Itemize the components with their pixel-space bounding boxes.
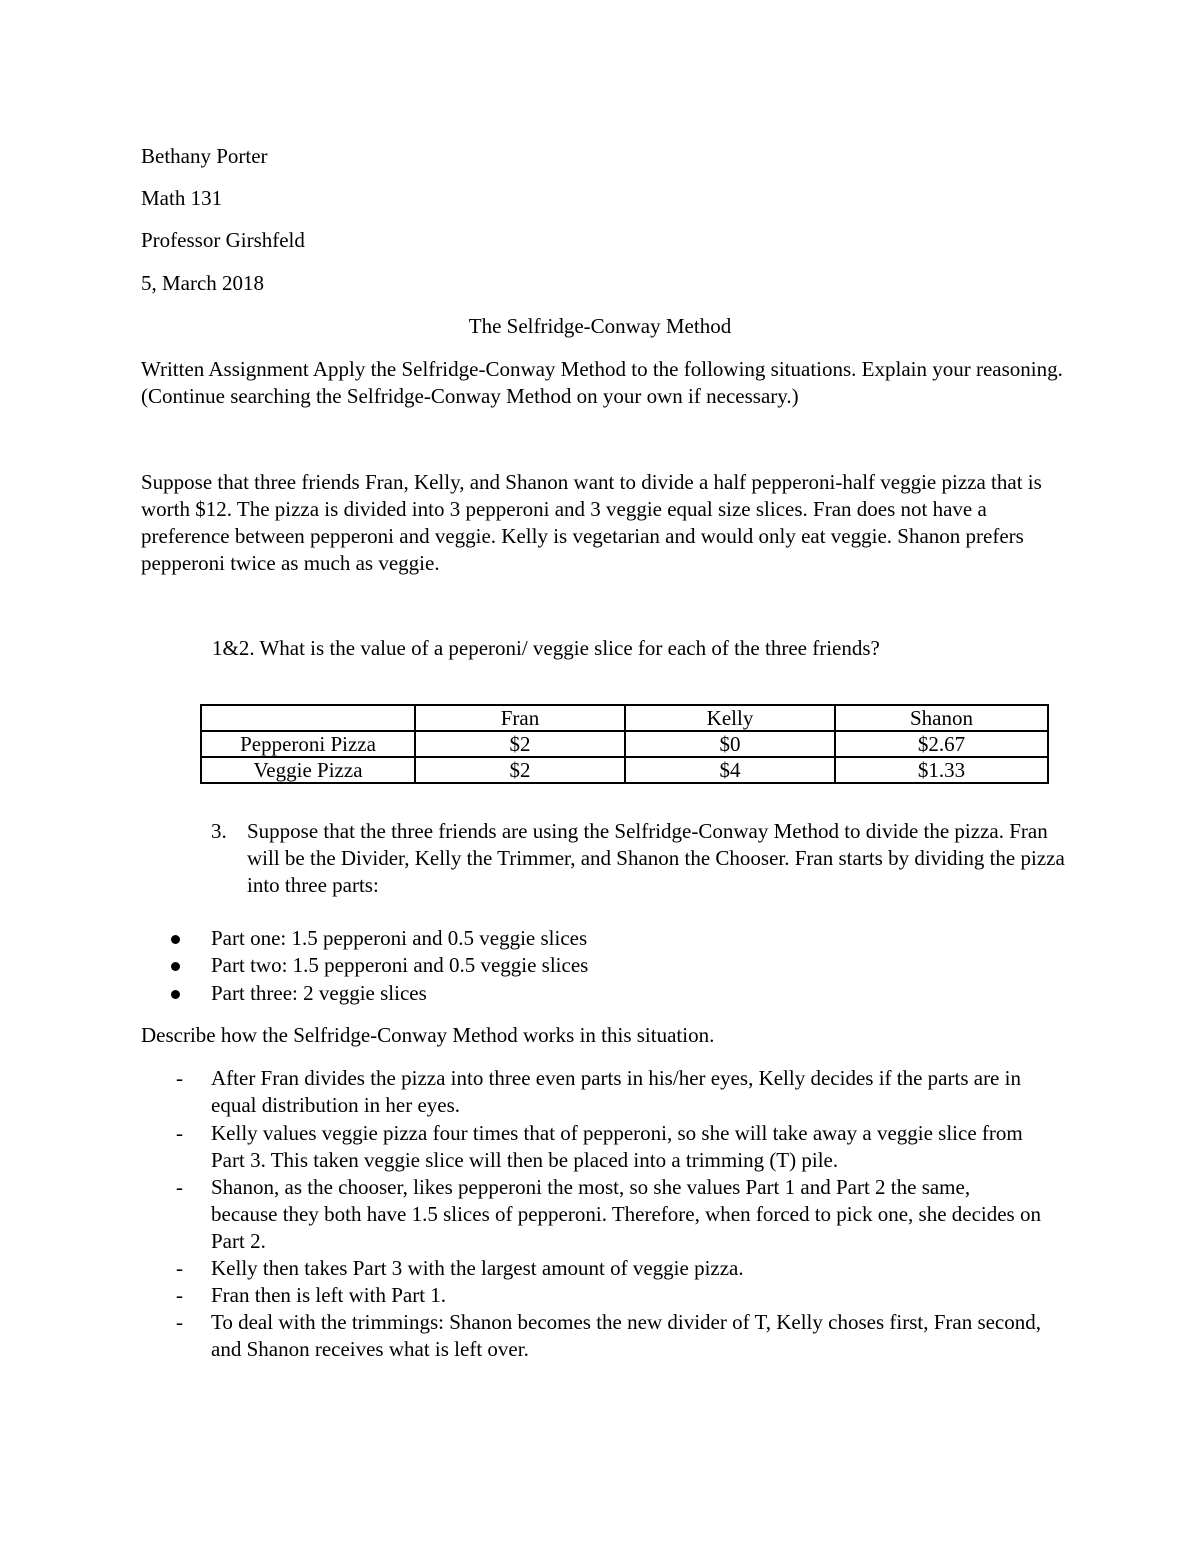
table-header-row bbox=[201, 705, 1048, 731]
dash-bullet-icon: - bbox=[176, 1066, 183, 1090]
dash-bullet-icon: - bbox=[176, 1121, 183, 1145]
bullet-icon bbox=[171, 990, 180, 999]
table-row bbox=[201, 731, 1048, 757]
question-3-text: Suppose that the three friends are using the Selfridge-Conway Method to divide the pizza. Fran will be the Divider, Kelly the Trimmer, and Shanon the Chooser. Fran starts by dividing the pizza into three parts: bbox=[247, 819, 1065, 897]
date-line: 5, March 2018 bbox=[141, 271, 265, 295]
table-header-cell bbox=[201, 705, 415, 731]
step-text: To deal with the trimmings: Shanon becomes the new divider of T, Kelly choses first, Fran second, and Shanon receives what is left over. bbox=[211, 1310, 1042, 1361]
table-row-label: Veggie Pizza bbox=[201, 757, 415, 783]
step-text: Fran then is left with Part 1. bbox=[211, 1283, 447, 1307]
question-3-number: 3. bbox=[211, 819, 227, 843]
slice-value-table bbox=[200, 704, 1049, 784]
table-row-label: Pepperoni Pizza bbox=[201, 731, 415, 757]
bullet-icon bbox=[171, 935, 180, 944]
course-name: Math 131 bbox=[141, 186, 223, 210]
table-header-cell: Shanon bbox=[835, 705, 1048, 731]
table-cell: $4 bbox=[625, 757, 835, 783]
bullet-icon bbox=[171, 962, 180, 971]
part-text: Part one: 1.5 pepperoni and 0.5 veggie slices bbox=[211, 926, 588, 950]
table-cell: $1.33 bbox=[835, 757, 1048, 783]
dash-bullet-icon: - bbox=[176, 1283, 183, 1307]
dash-bullet-icon: - bbox=[176, 1310, 183, 1334]
describe-prompt: Describe how the Selfridge-Conway Method works in this situation. bbox=[141, 1023, 715, 1047]
table-row bbox=[201, 757, 1048, 783]
table-cell: $2 bbox=[415, 731, 625, 757]
table-cell: $0 bbox=[625, 731, 835, 757]
table-header-cell: Fran bbox=[415, 705, 625, 731]
table-header-cell: Kelly bbox=[625, 705, 835, 731]
part-text: Part two: 1.5 pepperoni and 0.5 veggie slices bbox=[211, 953, 589, 977]
author-name: Bethany Porter bbox=[141, 144, 268, 168]
scenario-paragraph: Suppose that three friends Fran, Kelly, and Shanon want to divide a half pepperoni-half veggie pizza that is worth $12. The pizza is divided into 3 pepperoni and 3 veggie equal size slices. Fran does not have a preference between pepperoni and veggie. Kelly is vegetarian and would only eat veggie. Shanon prefers pepperoni twice as much as veggie. bbox=[141, 470, 1042, 575]
step-text: Shanon, as the chooser, likes pepperoni the most, so she values Part 1 and Part 2 the same, because they both have 1.5 slices of pepperoni. Therefore, when forced to pick one, she decides on Part 2. bbox=[211, 1175, 1041, 1253]
table-cell: $2.67 bbox=[835, 731, 1048, 757]
step-text: Kelly values veggie pizza four times that of pepperoni, so she will take away a veggie slice from Part 3. This taken veggie slice will then be placed into a trimming (T) pile. bbox=[211, 1121, 1023, 1172]
dash-bullet-icon: - bbox=[176, 1256, 183, 1280]
dash-bullet-icon: - bbox=[176, 1175, 183, 1199]
table-cell: $2 bbox=[415, 757, 625, 783]
step-text: Kelly then takes Part 3 with the largest amount of veggie pizza. bbox=[211, 1256, 744, 1280]
professor-name: Professor Girshfeld bbox=[141, 228, 305, 252]
question-1-2: 1&2. What is the value of a peperoni/ veggie slice for each of the three friends? bbox=[212, 636, 880, 660]
part-text: Part three: 2 veggie slices bbox=[211, 981, 427, 1005]
step-text: After Fran divides the pizza into three even parts in his/her eyes, Kelly decides if the parts are in equal distribution in her eyes. bbox=[211, 1066, 1021, 1117]
document-title: The Selfridge-Conway Method bbox=[468, 314, 732, 338]
assignment-instructions: Written Assignment Apply the Selfridge-Conway Method to the following situations. Explain your reasoning. (Continue searching the Selfridge-Conway Method on your own if necessary.) bbox=[141, 357, 1063, 408]
